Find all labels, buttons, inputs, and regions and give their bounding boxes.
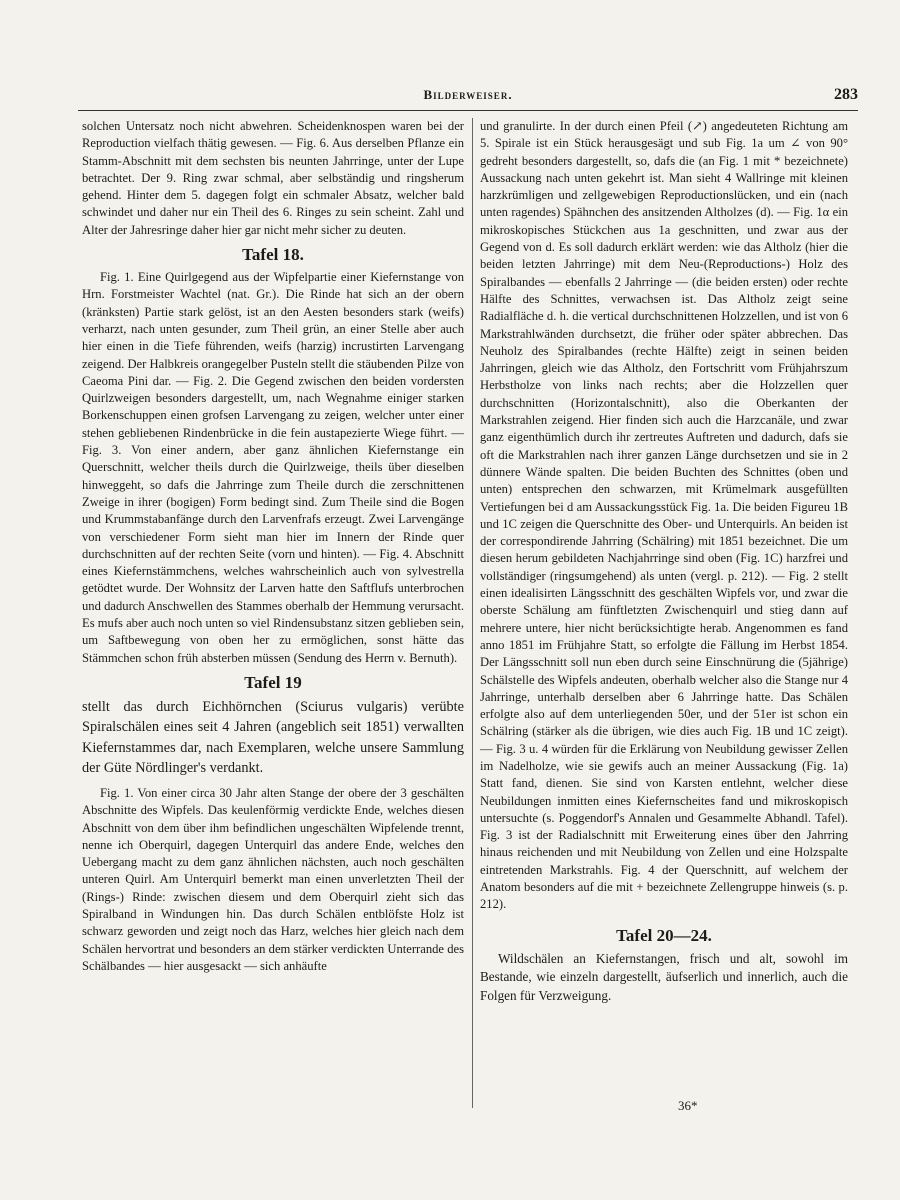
column-divider bbox=[472, 118, 473, 1108]
page-number: 283 bbox=[834, 86, 858, 103]
continued-paragraph: solchen Untersatz noch nicht abwehren. Scheidenknospen waren bei der Reproduction vielfach thätig gewesen. — Fig. 6. Aus derselben Pflanze ein Stamm-Abschnitt mit dem sechsten bis neunten Jahrringe, unter der Lupe betrachtet. Der 9. Ring zwar schmal, aber selbständig und ringsherum gehend. Hinter dem 5. dagegen folgt ein schmaler Absatz, welcher bald schwindet und daher nur ein Theil des 6. Ringes zu sein scheint. Zahl und Alter der Jahresringe daher hier gar nicht mehr sicher zu deuten. bbox=[82, 119, 464, 237]
continued-paragraph-right: und granulirte. In der durch einen Pfeil (↗) angedeuteten Richtung am 5. Spirale ist ein Stück herausgesägt und sub Fig. 1a um ∠ von 90° gedreht besonders dargestellt, so, dafs die (an Fig. 1 mit * bezeichnete) Aussackung nach unten gekehrt ist. Man sieht 4 Wallringe mit kleinen harzkrümligen und zellgewebigen Reproductionslücken, und ein (nach unten ragendes) Spähnchen des ansitzenden Altholzes (d). — Fig. 1α ein mikroskopisches Stückchen aus 1a geschnitten, und zwar aus der Gegend von d. Es soll dadurch erklärt werden: wie das Altholz (hier die beiden letzten Jahrringe) mit dem Neu-(Reproductions-) Holz des Spiralbandes — ebenfalls 2 Jahrringe — (die beiden ersten) oder rechte Hälfte des Schnittes, verwachsen ist. Das Altholz zeigt seine Radialfläche d. h. die vertical durchschnittenen Holzzellen, und ist von 6 Markstrahlwänden durchsetzt, die früher oder später abbrechen. Das Neuholz des Spiralbandes (rechte Hälfte) zeigt in seinen beiden Jahrringen, gleich wie das Altholz, den Fortschritt vom Frühjahrszum Herbstholze von links nach rechts; aber die Holzzellen quer durchschnitten (Horizontalschnitt), also die Oberkanten der Markstrahlen zeigend. Hier finden sich auch die Harzcanäle, und zwar ganz eigenthümlich durch ihr zertreutes Auftreten und dadurch, dafs sie oft die Markstrahlen nach ihrer ganzen Länge durchsetzen und sie in 2 dünnere Wände spalten. Die beiden Buchten des Schnittes (oben und unten) entsprechen den schwarzen, mit Krümelmark ausgefüllten Vertiefungen bei d am Aussackungsstück Fig. 1a. Die beiden Figureu 1B und 1C zeigen die Querschnitte des Ober- und Unterquirls. An beiden ist der correspondirende Jahrring (Schälring) mit 1851 bezeichnet. Die um diesen herum gebildeten Nachjahrringe sind oben (Fig. 1C) harzfrei und vollständiger (ringsumgehend) als unten (vergl. p. 212). — Fig. 2 stellt einen idealisirten Längsschnitt des geschälten Wipfels vor, und zwar die oberste Schälung am fünftletzten Zwischenquirl und stieg dann auf mehrere untere, hier nicht berücksichtigte herab. Angenommen es fand anno 1851 im Frühjahre Statt, so erfolgte die Fällung im Herbst 1854. Der Längsschnitt soll nun eben durch seine Einschnürung die (5jährige) Schälstelle des Wipfels andeuten, oberhalb welcher also die Stange nur 4 Jahrringe, unterhalb derselben aber 6 Jahrringe hatte. Das Schälen erfolgte also auf dem unterliegenden 50er, und der 51er ist schon ein Schälring (stärker als die übrigen, wie dies auch Fig. 1B und 1C zeigt). — Fig. 3 u. 4 würden für die Erklärung von Neubildung gewisser Zellen im Nadelholze, wie sie gewifs auch an meiner Aussackung (Fig. 1a) Statt fand, dienen. Sie sind von Karsten entlehnt, welcher diese Neubildungen inmitten eines Kiefernscheites fand und mikroskopisch untersuchte (s. Poggendorf's Annalen und Gesammelte Abhandl. Tafel). Fig. 3 ist der Radialschnitt mit Erweiterung eines über den Jahrring hinaus reichenden und mit Neubildung von Zellen und eine Holzspalte eintretenden Markstrahls. Fig. 4 der Querschnitt, auf welchem der Anatom besonders auf die mit + bezeichnete Zellengruppe hinweis (s. p. 212). bbox=[480, 119, 848, 912]
tafel-19-text: Fig. 1. Von einer circa 30 Jahr alten Stange der obere der 3 geschälten Abschnitte des Wipfels. Das keulenförmig verdickte Ende, welches diesen Abschnitt von dem über ihm befindlichen ungeschälten Wipfelende trennt, nenne ich Oberquirl, dagegen Unterquirl das andere Ende, welches den Uebergang macht zu dem ganz ähnlichen nächsten, auch noch geschälten unteren Quirl. Am Unterquirl bemerkt man einen unverletzten Theil der (Rings-) Rinde: zwischen diesem und dem Oberquirl zieht sich das Spiralband in Windungen hin. Das durch Schälen entblöfste Holz ist schwarz geworden und zeigt noch das Harz, welches hier gleich nach dem Schälen hervortrat und besonders an dem stärker verdickten Unterrande des Schälbandes — hier ausgesackt — sich anhäufte bbox=[82, 785, 464, 973]
right-column bbox=[480, 118, 848, 1005]
tafel-19-intro: stellt das durch Eichhörnchen (Sciurus vulgaris) verübte Spiralschälen eines seit 4 Jahren (angeblich seit 1851) verwallten Kiefernstammes dar, nach Exemplaren, welche unsere Sammlung der Güte Nördlinger's verdankt. bbox=[82, 698, 464, 777]
section-title-tafel-19: Tafel 19 bbox=[244, 672, 302, 692]
tafel-20-24-intro: Wildschälen an Kiefernstangen, frisch und alt, sowohl im Bestande, wie einzeln dargestellt, äufserlich und innerlich, auch die Folgen für Verzweigung. bbox=[480, 950, 848, 1003]
left-column bbox=[82, 118, 464, 975]
section-title-tafel-20-24: Tafel 20—24. bbox=[616, 925, 712, 945]
section-title-tafel-18: Tafel 18. bbox=[242, 245, 304, 265]
running-title: Bilderweiser. bbox=[423, 87, 513, 102]
page-header bbox=[78, 84, 858, 111]
signature-mark: 36* bbox=[678, 1098, 698, 1113]
tafel-18-text: Fig. 1. Eine Quirlgegend aus der Wipfelpartie einer Kiefernstange von Hrn. Forstmeister Wachtel (nat. Gr.). Die Rinde hat sich an der obern (kränksten) Partie stark gelöst, ist an den Aesten besonders stark (weifs) verharzt, nach unten gesunder, zum Theil grün, an einer Stelle aber auch hier einen in die Tiefe führenden, weifs (harzig) incrustirten Larvengang zeigend. Der Halbkreis orangegelber Pusteln stellt die stäubenden Pilze von Caeoma Pini dar. — Fig. 2. Die Gegend zwischen den beiden vordersten Quirlzweigen besonders dargestellt, um, nach Wegnahme einiger starken Borkenschuppen einen grofsen Larvengang zu zeigen, welcher unter einer stehen gebliebenen Rindenbrücke in die fein austapezierte Wiege führt. — Fig. 3. Von einer andern, aber ganz ähnlichen Kiefernstange ein Querschnitt, welcher theils durch die Quirlzweige, theils über dieselben hinweggeht, so dafs die Jahrringe zum Theile durch die zerschnittenen Zweige in ihrer (bogigen) Form bedingt sind. Zum Theile sind die Bogen und Krummstabanfänge durch den Larvenfrafs erzeugt. Zwei Larvengänge von verschiedener Form sieht man hier im Innern der Rinde quer durchschnitten auf der rechten Seite (vorn und hinten). — Fig. 4. Abschnitt eines Kiefernstämmchens, welches wahrscheinlich auch von sylvestrella getödtet wurde. Der Wohnsitz der Larven hatte den Saftflufs unterbrochen und dadurch Anschwellen des Stammes oberhalb der Hemmung verursacht. Es mufs aber auch noch unten so viel Rindensubstanz sitzen geblieben sein, um Saftbewegung von oben her zu ermöglichen, sonst hätte das Stämmchen schon früh absterben müssen (Sendung des Herrn v. Bernuth). bbox=[82, 270, 464, 665]
